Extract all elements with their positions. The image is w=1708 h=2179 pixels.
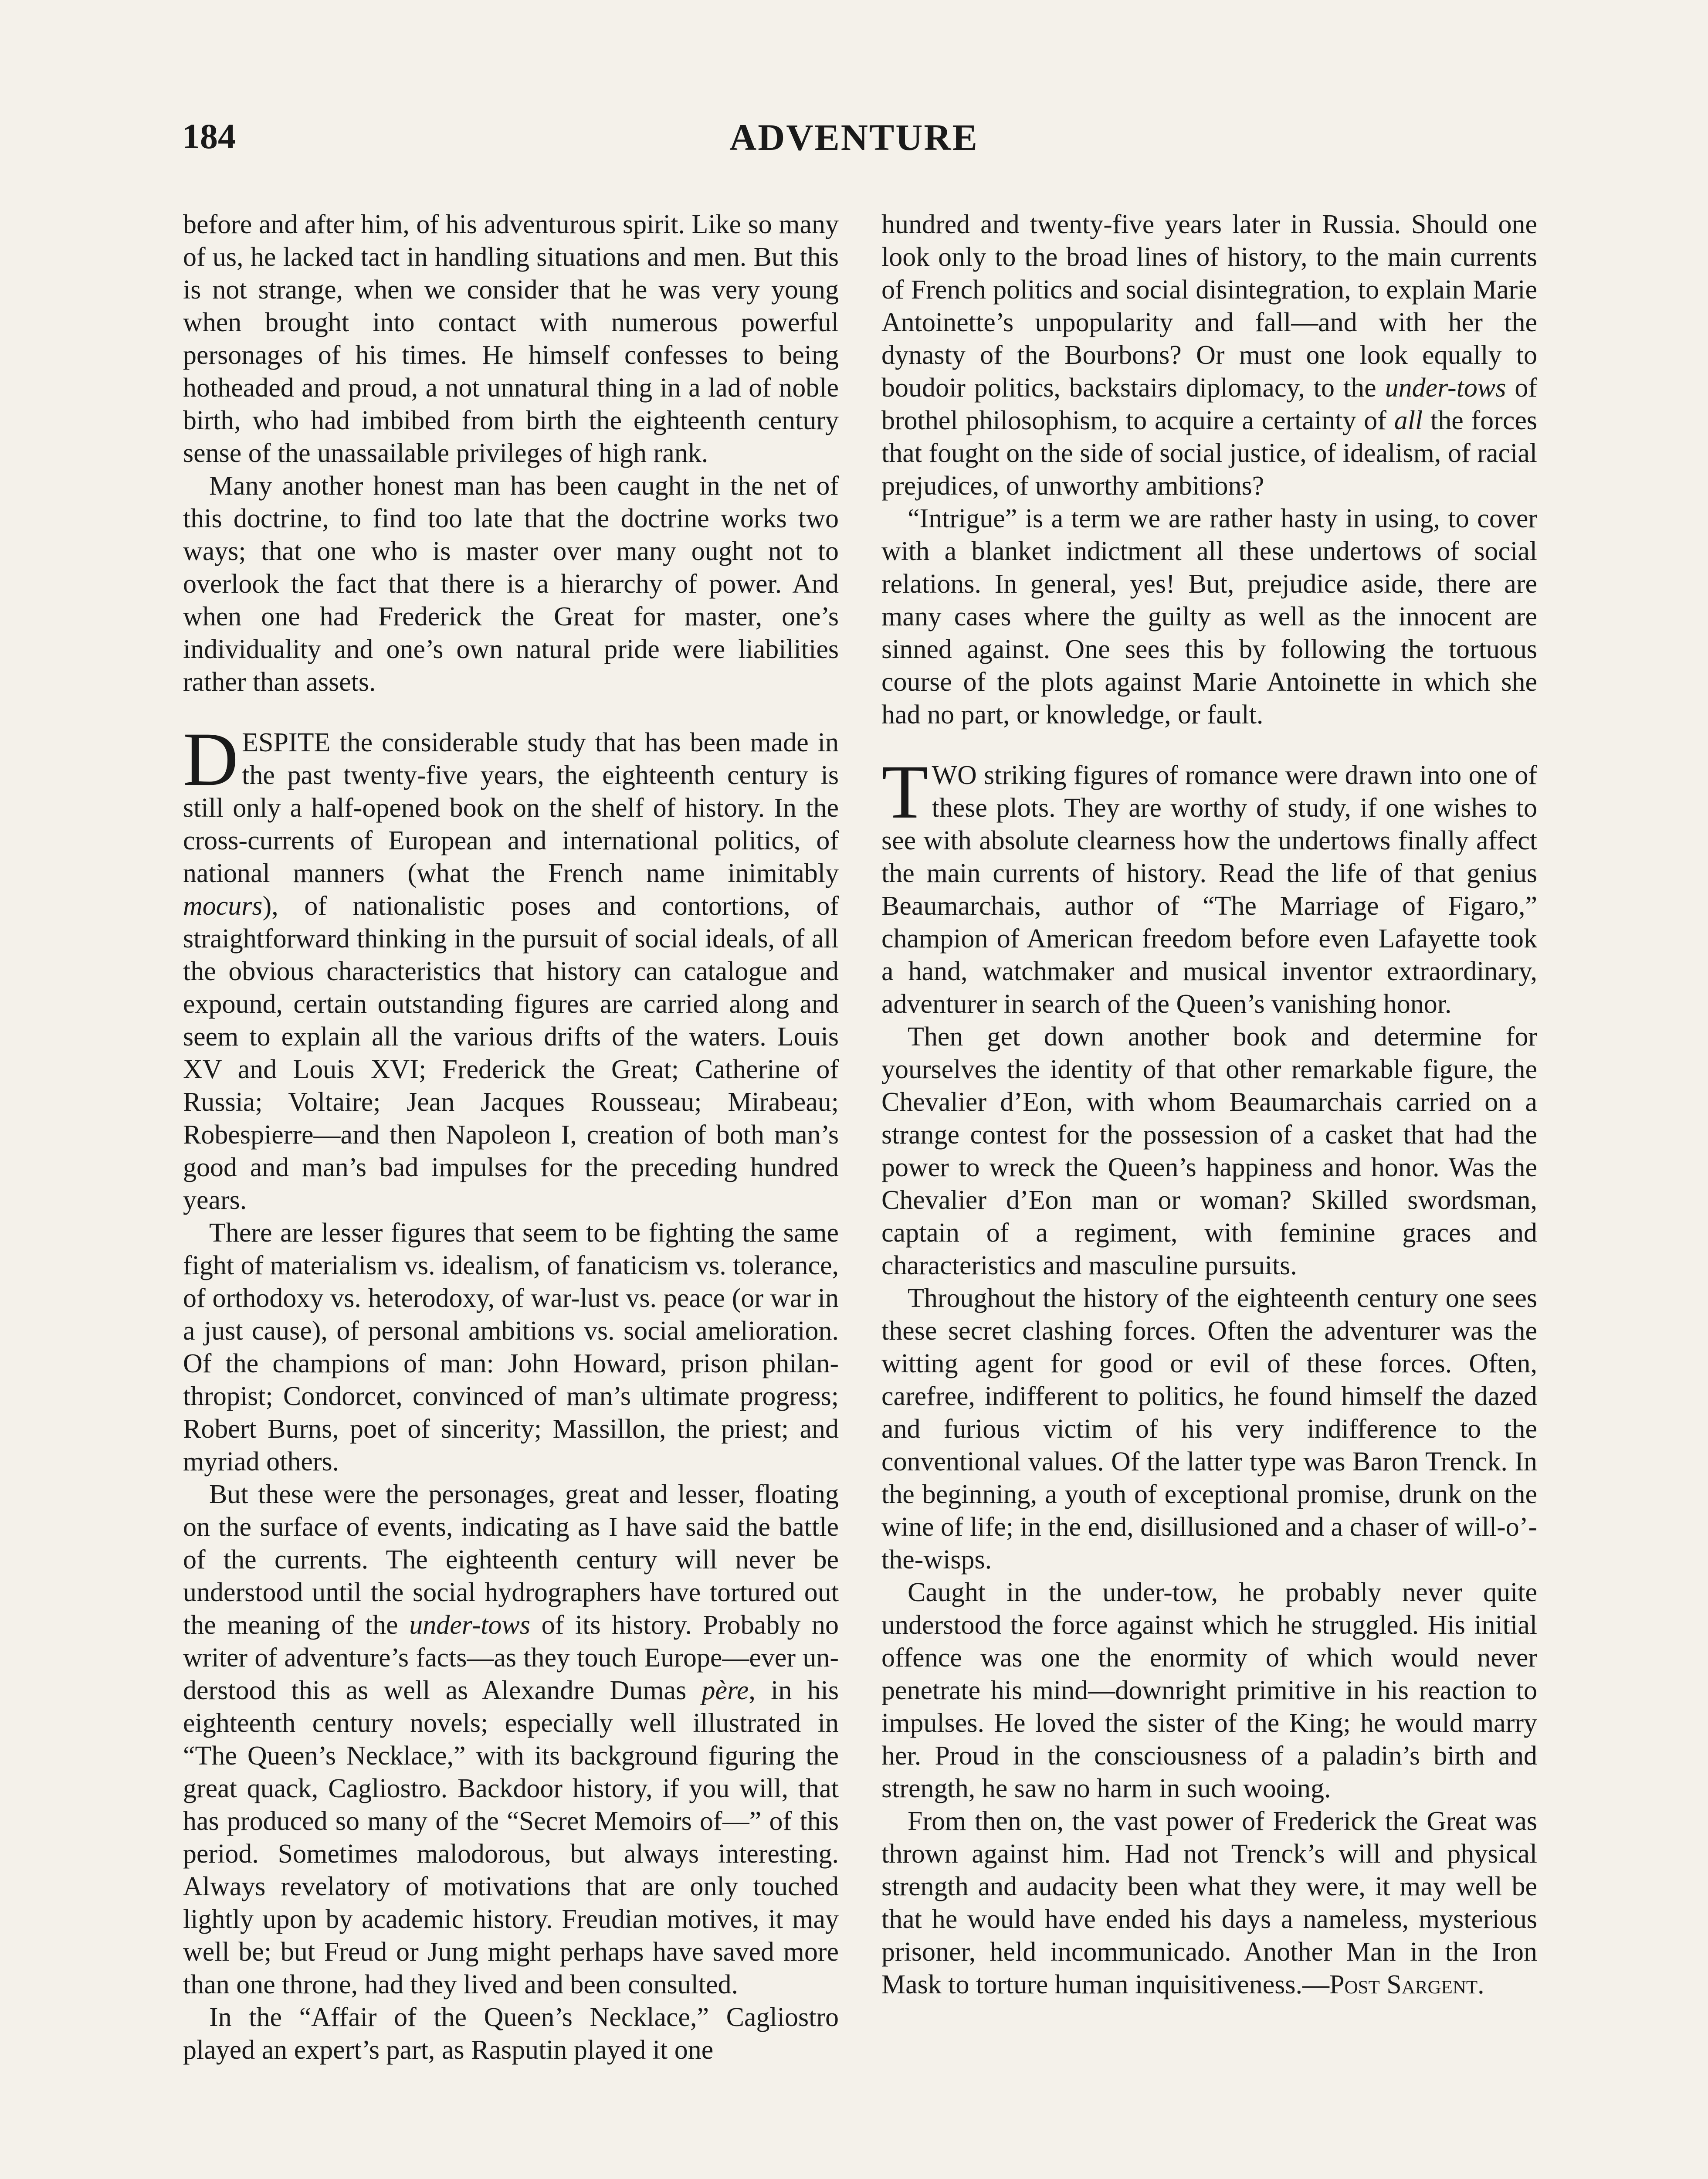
text-run: of brothel philosophism, to acquire a certainty of [881,373,1537,435]
right-column [881,208,1537,2001]
drop-cap: D [183,717,239,802]
paragraph: There are lesser figures that seem to be fighting the same fight of materialism vs. idealism, of fanaticism vs. tolerance, of orthodoxy vs. heterodoxy, of war-lust vs. peace (or war in a just cause), of personal ambitions vs. social amelioration. Of the champions of man: John Howard, prison philanthropist; Condorcet, convinced of man’s ultimate progress; Robert Burns, poet of sincerity; Massillon, the priest; and myriad others. [183,1218,839,1476]
text-run: hundred and twenty-five years later in Russia. Should one look only to the broad lines of history, to the main currents of French politics and social disintegration, to explain Marie Antoinette’s unpopularity and fall—and with her the dynasty of the Bourbons? Or must one look equally to boudoir politics, backstairs diplomacy, to the [881,210,1537,403]
text-run: the forces that fought on the side of social justice, of idealism, of racial prejudices, of unworthy ambitions? [881,406,1537,501]
page-number: 184 [182,116,236,156]
italic-run: mocurs [183,891,263,921]
text-run: From then on, the vast power of Frederick the Great was thrown against him. Had not Trenck’s will and physical strength and audacity been what they were, it may well be that he would have ended his days a nameless, mysterious prisoner, held incommunicado. Another Man in the Iron Mask to torture human inquisitiveness.— [881,1806,1537,1999]
lead-in: WO [932,760,977,790]
text-run: of its history. Probably no writer of adventure’s facts—as they touch Europe—ever understood this as well as Alexandre Dumas [183,1610,839,1705]
text-run: striking figures of romance were drawn into one of these plots. They are worthy of study, if one wishes to see with absolute clearness how the undertows finally affect the main currents of history. Read the life of that genius Beaumarchais, author of “The Marriage of Figaro,” champion of American freedom before even Lafayette took a hand, watchmaker and musical inventor extraordinary, adventurer in search of the Queen’s vanishing honor. [881,760,1537,1019]
paragraph: Throughout the history of the eighteenth century one sees these secret clashing forces. Often the adventurer was the witting agent for good or evil of these forces. Often, carefree, indifferent to politics, he found himself the dazed and furious victim of his very indifference to the conventional values. Of the latter type was Baron Trenck. In the beginning, a youth of exceptional promise, drunk on the wine of life; in the end, disillusioned and a chaser of will-o’-the-wisps. [881,1283,1537,1575]
drop-cap: T [881,750,929,835]
paragraph: Caught in the under-tow, he probably never quite understood the force against which he struggled. His initial offence was one the enormity of which would never penetrate his mind—downright primitive in his reaction to impulses. He loved the sister of the King; he would marry her. Proud in the consciousness of a paladin’s birth and strength, he saw no harm in such wooing. [881,1578,1537,1803]
paragraph: “Intrigue” is a term we are rather hasty in using, to cover with a blanket indictment all these undertows of social relations. In general, yes! But, prejudice aside, there are many cases where the guilty as well as the innocent are sinned against. One sees this by following the tortuous course of the plots against Marie Antoinette in which she had no part, or knowledge, or fault. [881,504,1537,730]
paragraph: before and after him, of his adventurous spirit. Like so many of us, he lacked tact in handling situations and men. But this is not strange, when we consider that he was very young when brought into contact with numerous powerful personages of his times. He himself confesses to being hotheaded and proud, a not unnatural thing in a lad of noble birth, who had imbibed from birth the eighteenth century sense of the unassailable privileges of high rank. [183,210,839,468]
text-run: ), of nationalistic poses and contortions, of straightforward thinking in the pursuit of social ideals, of all the obvious characteristics that history can catalogue and expound, certain outstanding figures are carried along and seem to explain all the various drifts of the waters. Louis XV and Louis XVI; Frederick the Great; Catherine of Russia; Voltaire; Jean Jacques Rousseau; Mirabeau; Robespierre—and then Napoleon I, creation of both man’s good and man’s bad impulses for the preceding hundred years. [183,891,839,1215]
italic-run: all [1394,406,1423,435]
lead-in: ESPITE [242,728,331,757]
paragraph [183,1478,839,2001]
paragraph [881,208,1537,502]
paragraph: Many another honest man has been caught in the net of this doctrine, to find too late that the doctrine works two ways; that one who is master over many ought not to overlook the fact that there is a hierarchy of power. And when one had Frederick the Great for master, one’s individuality and one’s own natural pride were liabilities rather than assets. [183,471,839,697]
section-paragraph [881,750,1537,1021]
section-paragraph [183,717,839,1217]
italic-run: père [702,1676,749,1705]
text-run: , in his eighteenth century novels; especially well illustrated in “The Queen’s Necklace,” with its background figuring the great quack, Cagliostro. Backdoor history, if you will, that has produced so many of the “Secret Memoirs of—” of this period. Sometimes malodorous, but always interesting. Always revelatory of motivations that are only touched lightly upon by academic history. Freudian motives, it may well be; but Freud or Jung might perhaps have saved more than one throne, had they lived and been consulted. [183,1676,839,1999]
text-run: the considerable study that has been made in the past twenty-five years, the eighteenth century is still only a half-opened book on the shelf of history. In the cross-currents of European and international politics, of national manners (what the French name inimitably [183,728,839,888]
paragraph [881,1805,1537,2001]
left-column [183,208,839,2067]
author-signature: Post Sargent. [1329,1970,1484,1999]
running-head-title: ADVENTURE [729,116,979,158]
paragraph: Then get down another book and determine for yourselves the identity of that other remarkable figure, the Chevalier d’Eon, with whom Beaumarchais carried on a strange contest for the possession of a casket that had the power to wreck the Queen’s happiness and honor. Was the Chevalier d’Eon man or woman? Skilled swordsman, captain of a regiment, with feminine graces and characteristics and masculine pursuits. [881,1022,1537,1280]
italic-run: under-tows [409,1610,530,1640]
text-run: But these were the personages, great and lesser, floating on the surface of events, indicating as I have said the battle of the currents. The eighteenth century will never be understood until the social hydrographers have tortured out the meaning of the [183,1480,839,1640]
italic-run: under-tows [1385,373,1506,403]
paragraph: In the “Affair of the Queen’s Necklace,” Cagliostro played an expert’s part, as Rasputin played it one [183,2003,839,2065]
